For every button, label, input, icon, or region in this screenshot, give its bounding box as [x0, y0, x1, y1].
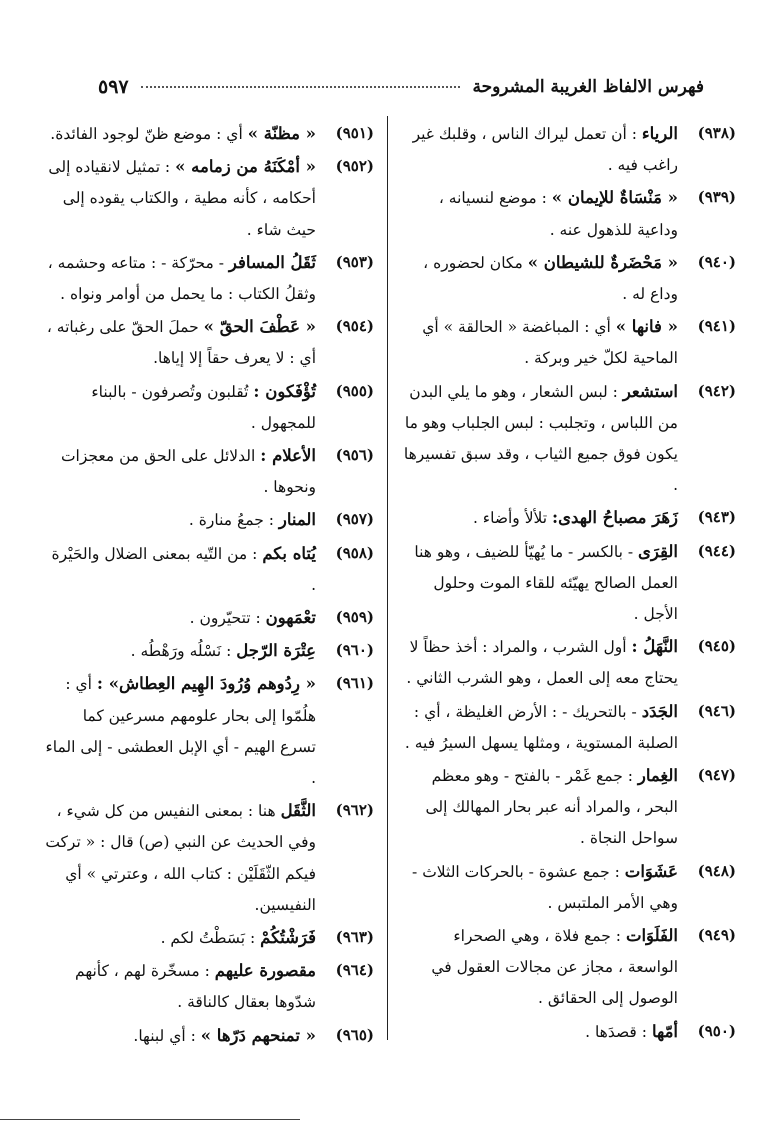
entry-definition: أي : هلُمّوا إلى بحار علومهم مسرعين كما تسرع الهيم - أي الإبل العطشى - إلى الماء . — [45, 675, 316, 788]
entry-definition: أول الشرب ، والمراد : أخذ حظاً لا يحتاج معه إلى العمل ، وهو الشرب الثاني . — [406, 638, 678, 688]
glossary-entry — [42, 118, 374, 150]
entry-term: القِرَى — [638, 541, 678, 561]
entry-number: (٩٤٣) — [697, 508, 736, 527]
entry-term: النَّهَلُ : — [631, 637, 678, 657]
entry-definition: : من التّيه بمعنى الضلال والحَيْرة . — [51, 544, 316, 594]
glossary-entry — [400, 502, 736, 534]
entry-number: (٩٥٩) — [335, 608, 374, 627]
entry-number: (٩٤١) — [697, 317, 736, 336]
glossary-entry — [400, 1016, 736, 1048]
entry-definition: : نَسْلُه ورَهْطُه . — [130, 642, 232, 661]
entry-term: استشعر — [622, 381, 678, 401]
entry-definition: : أي لبنها. — [133, 1026, 196, 1045]
glossary-entry — [400, 920, 736, 1015]
entry-term: المنار — [278, 510, 316, 530]
entry-term: يُتاه بكم — [262, 543, 316, 563]
bottom-rule — [0, 1119, 300, 1120]
entry-definition: أي : المباغضة « الحالقة » أي الماحية لكلّ خير وبركة . — [422, 318, 678, 368]
entry-number: (٩٦٤) — [335, 961, 374, 980]
glossary-entry — [42, 795, 374, 921]
entry-definition: : تتحيّرون . — [189, 609, 261, 628]
entry-definition: - بالتحريك - : الأرض الغليظة ، أي : الصلبة المستوية ، ومثلها يسهل السيرُ فيه . — [404, 702, 678, 752]
entry-term: زَهَرَ مصباحُ الهدى: — [552, 508, 678, 528]
entry-term: « أمْكَنَهُ من زمامه » — [175, 157, 316, 177]
entry-number: (٩٤٤) — [697, 541, 736, 560]
entry-definition: : تمثيل لانقياده إلى أحكامه ، كأنه مطية ، والكتاب يقوده إلى حيث شاء . — [48, 158, 316, 239]
entry-number: (٩٦٠) — [335, 641, 374, 660]
page-number: ٥٩٧ — [98, 76, 129, 98]
entry-number: (٩٤٥) — [697, 637, 736, 656]
entry-definition: أي : موضع ظنّ لوجود الفائدة. — [50, 125, 243, 143]
page-header — [98, 70, 704, 104]
entry-definition: : لبس الشعار ، وهو ما يلي البدن من اللباس ، وتجلبب : لبس الجلباب وهو ما يكون فوق جميع الثياب ، وقد سبق تفسيرها . — [403, 382, 678, 495]
entry-term: الثَّقَل — [280, 801, 316, 821]
entry-term: فَرَشْتُكُمْ — [260, 928, 316, 948]
entry-term: أمّها — [651, 1021, 678, 1041]
entry-definition: مكان لحضوره ، وداع له . — [423, 253, 678, 304]
glossary-entry — [400, 247, 736, 310]
entry-term: ثَقَلُ المسافر — [228, 252, 316, 272]
entry-number: (٩٥٨) — [335, 543, 374, 562]
entry-number: (٩٤٦) — [697, 701, 736, 720]
entry-number: (٩٤٧) — [697, 766, 736, 785]
glossary-entry — [400, 631, 736, 694]
running-title: فهرس الالفاظ الغريبة المشروحة — [472, 77, 704, 97]
glossary-entry — [400, 760, 736, 855]
entry-number: (٩٣٨) — [697, 124, 736, 142]
entry-definition: : جمع عشوة - بالحركات الثلاث - وهي الأمر الملتبس . — [412, 862, 678, 912]
entry-number: (٩٤٠) — [697, 252, 736, 271]
entry-number: (٩٥١) — [335, 124, 374, 142]
entry-definition: تلألأ وأضاء . — [472, 509, 548, 528]
entry-definition: - بالكسر - ما يُهيّأ للضيف ، وهو هنا العمل الصالح يهيّئه للقاء الموت وحلول الأجل . — [414, 542, 678, 624]
entry-term: الجَدَد — [641, 701, 678, 721]
left-column — [42, 118, 374, 1053]
glossary-entry — [42, 376, 374, 439]
entry-term: الرياء — [641, 124, 678, 143]
glossary-entry — [42, 151, 374, 246]
entry-definition: : بَسَطْتُ لكم . — [160, 929, 256, 948]
entry-number: (٩٥٦) — [335, 446, 374, 465]
header-leader-dots — [141, 86, 461, 88]
entry-definition: : جمع غَمْر - بالفتح - وهو معظم البحر ، والمراد أنه عبر بحار المهالك إلى سواحل النجاة . — [425, 767, 678, 848]
entry-number: (٩٤٨) — [697, 861, 736, 880]
entry-term: تُؤْفَكون : — [253, 381, 316, 401]
entry-term: « فانها » — [615, 317, 678, 337]
entry-term: الغِمار — [637, 766, 678, 786]
glossary-entry — [42, 247, 374, 310]
entry-number: (٩٥٠) — [697, 1021, 736, 1040]
entry-term: الفَلَوَات — [625, 926, 678, 946]
entry-term: « مَنْسَاةٌ للإيمان » — [551, 188, 678, 208]
entry-number: (٩٦٣) — [335, 928, 374, 947]
glossary-entry — [400, 376, 736, 502]
entry-definition: حملَ الحقّ على رغباته ، أي : لا يعرف حقاً إلا إياها. — [46, 318, 316, 368]
entry-term: « تمنحهم دَرّها » — [200, 1025, 316, 1045]
glossary-entry — [400, 856, 736, 919]
entry-term: تعْمَهون — [265, 608, 316, 628]
entry-term: مقصورة عليهم — [214, 961, 316, 981]
glossary-entry — [42, 955, 374, 1018]
entry-number: (٩٤٩) — [697, 926, 736, 945]
entry-number: (٩٥٤) — [335, 317, 374, 336]
entry-number: (٩٥٧) — [335, 510, 374, 529]
glossary-entry — [42, 922, 374, 954]
entry-term: « مظنّة » — [247, 124, 316, 143]
glossary-entry — [400, 118, 736, 181]
entry-number: (٩٥٣) — [335, 252, 374, 271]
glossary-entry — [42, 538, 374, 601]
entry-definition: : قصدَها . — [585, 1022, 647, 1041]
entry-number: (٩٥٢) — [335, 157, 374, 176]
entry-definition: : جمع فلاة ، وهي الصحراء الواسعة ، مجاز عن مجالات العقول في الوصول إلى الحقائق . — [431, 927, 678, 1008]
entry-number: (٩٦٢) — [335, 801, 374, 820]
right-column — [400, 118, 736, 1049]
entry-term: « رِدُوهم وُرُودَ الهِيم العِطاش» : — [96, 674, 316, 694]
entry-definition: - محرّكة - : متاعه وحشمه ، وثقلُ الكتاب : ما يحمل من أوامر ونواه . — [47, 253, 316, 304]
glossary-entry — [400, 696, 736, 759]
glossary-entry — [42, 1020, 374, 1052]
entry-number: (٩٥٥) — [335, 381, 374, 400]
entry-number: (٩٦١) — [335, 674, 374, 693]
entry-term: « مَحْضَرةٌ للشيطان » — [527, 252, 678, 272]
entry-definition: : مسخّرة لهم ، كأنهم شدّوها بعقال كالناقة . — [75, 962, 316, 1012]
glossary-entry — [400, 536, 736, 631]
glossary-entry — [400, 182, 736, 245]
entry-definition: : موضع لنسيانه ، وداعية للذهول عنه . — [438, 189, 678, 239]
entry-definition: هنا : بمعنى النفيس من كل شيء ، وفي الحديث عن النبي (ص) قال : « تركت فيكم الثّقَلَيْن : كتاب الله ، وعترتي » أي النفيسين. — [45, 802, 316, 914]
glossary-entry — [400, 311, 736, 374]
entry-definition: تُقلبون وتُصرفون - بالبناء للمجهول . — [91, 382, 316, 432]
entry-number: (٩٦٥) — [335, 1025, 374, 1044]
entry-term: الأعلام : — [260, 446, 316, 466]
entry-definition: الدلائل على الحق من معجزات ونحوها . — [60, 447, 316, 497]
glossary-entry — [42, 311, 374, 374]
entry-term: عَشَوَات — [624, 861, 678, 881]
entry-definition: : جمعُ منارة . — [188, 511, 274, 530]
glossary-entry — [42, 635, 374, 667]
column-divider — [387, 116, 388, 1040]
glossary-entry — [42, 602, 374, 634]
entry-number: (٩٤٢) — [697, 381, 736, 400]
entry-number: (٩٣٩) — [697, 188, 736, 207]
entry-definition: : أن تعمل ليراك الناس ، وقلبك غير راغب فيه . — [412, 125, 678, 175]
entry-term: « عَطْفَ الحقّ » — [203, 317, 316, 337]
glossary-entry — [42, 440, 374, 503]
entry-term: عِتْرَة الرّجل — [236, 641, 316, 661]
glossary-entry — [42, 668, 374, 794]
glossary-entry — [42, 504, 374, 536]
